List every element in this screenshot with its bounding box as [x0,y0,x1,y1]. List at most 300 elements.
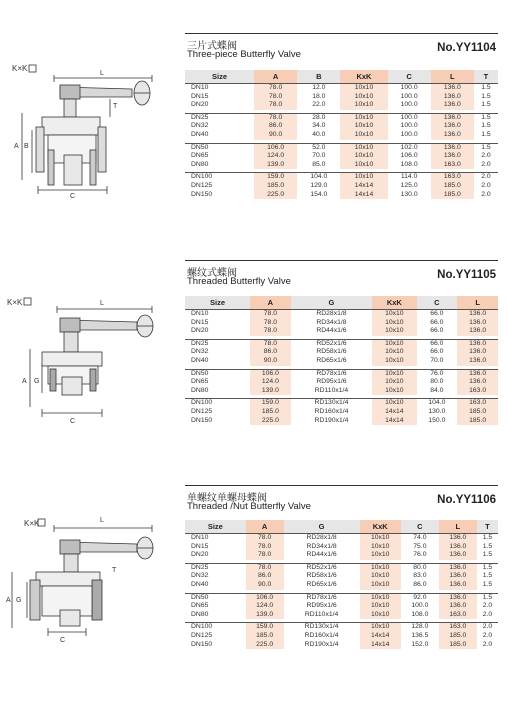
table-cell: 185.0 [457,417,498,426]
table-cell: 125.0 [400,181,418,189]
table-cell: 100.0 [400,122,418,130]
table-cell: DN50 [185,143,254,152]
table-cell: 2.0 [482,640,493,648]
model-number: No.YY1106 [437,494,496,506]
table-cell: DN32 [191,348,209,356]
table-cell: DN20 [191,327,209,335]
dim-label-a: A [22,378,27,385]
table-cell: 86.0 [413,580,427,588]
table-cell: DN80 [191,386,209,394]
dim-label-a: A [14,143,19,150]
table-cell: 10x10 [360,534,401,543]
table-row [185,122,498,131]
table-cell: DN10 [185,310,250,319]
table-cell: RD28x1/8 [291,310,372,319]
table-cell: DN32 [191,122,209,130]
table-cell: 90.0 [254,131,297,140]
table-cell: RD65x1/6 [306,580,337,588]
table-cell: DN150 [191,190,213,198]
table-cell: DN65 [191,602,209,610]
table-cell: RD160x1/4 [314,407,349,415]
table-cell: 139.0 [246,611,284,620]
table-cell: 74.0 [401,534,439,543]
table-cell: 163.0 [439,623,477,632]
table-cell: 83.0 [413,572,427,580]
table-cell: 185.0 [246,632,284,641]
three-piece-valve-drawing [2,55,182,265]
table-row [185,387,498,396]
dim-label-c: C [60,637,66,644]
table-cell: 136.0 [457,310,498,319]
table-cell: 10x10 [360,563,401,572]
table-row [185,152,498,161]
table-cell: 1.5 [481,122,491,130]
table-row [185,543,498,552]
table-cell: DN40 [191,356,209,364]
table-cell: 136.0 [439,551,477,560]
table-cell: DN20 [191,551,209,559]
table-cell: 34.0 [312,122,326,130]
table-cell: 136.0 [431,152,474,161]
table-cell: 150.0 [428,416,446,424]
table-row [185,131,498,140]
table-cell: 10x10 [340,93,387,102]
table-cell: 1.5 [481,92,491,100]
dim-label-c: C [70,193,76,200]
table-cell: 100.0 [400,130,418,138]
table-cell: 22.0 [312,101,326,109]
table-cell: 114.0 [388,173,431,182]
threaded-valve-drawing [2,285,182,485]
table-row [185,327,498,336]
table-cell: RD78x1/6 [284,593,360,602]
title-chinese: 三片式蝶阀 [187,41,237,52]
kxk-label: K×K [24,519,40,528]
table-cell: 102.0 [388,143,431,152]
table-cell: 163.0 [431,173,474,182]
table-cell: 10x10 [360,602,401,611]
table-cell: 10x10 [360,611,401,620]
table-cell: 1.5 [482,580,493,588]
column-header: L [457,296,498,310]
table-cell: 10x10 [372,327,416,336]
table-cell: 12.0 [297,84,340,93]
table-cell: 106.0 [246,593,284,602]
table-cell: 163.0 [457,399,498,408]
table-cell: 1.5 [474,113,498,122]
table-cell: 136.0 [431,84,474,93]
table-cell: 185.0 [431,191,474,200]
table-cell: 1.5 [477,563,498,572]
dim-label-c: C [70,418,76,425]
table-cell: 10x10 [360,572,401,581]
table-cell: DN80 [191,610,209,618]
table-cell: 136.0 [439,602,477,611]
table-cell: RD58x1/6 [316,348,347,356]
table-cell: RD78x1/6 [291,369,372,378]
column-header: KxK [372,296,416,310]
table-cell: 10x10 [340,131,387,140]
dim-label-g: G [34,378,40,385]
table-cell: 14x14 [360,632,401,641]
table-cell: RD95x1/6 [306,602,337,610]
table-cell: 136.0 [439,563,477,572]
table-cell: 66.0 [417,310,458,319]
table-cell: RD110x1/4 [304,610,339,618]
table-cell: 66.0 [430,348,444,356]
table-cell: 130.0 [400,190,418,198]
dim-label-t: T [113,103,118,110]
table-cell: DN125 [191,631,213,639]
dim-label-b: B [24,143,29,150]
table-cell: RD110x1/4 [314,386,349,394]
table-cell: 10x10 [340,101,387,110]
column-header: A [254,70,297,84]
table-cell: 10x10 [372,357,416,366]
table-header-row [185,70,498,84]
table-cell: 2.0 [474,173,498,182]
title-chinese: 单螺纹单螺母蝶阀 [187,493,267,504]
table-cell: RD34x1/8 [306,542,337,550]
table-cell: 86.0 [250,348,291,357]
table-cell: 10x10 [340,152,387,161]
table-row [185,113,498,122]
table-cell: 163.0 [439,611,477,620]
table-cell: 78.0 [254,101,297,110]
table-cell: RD190x1/4 [314,416,349,424]
table-row [185,191,498,200]
table-cell: 2.0 [481,160,491,168]
table-cell: 128.0 [401,623,439,632]
table-cell: 104.0 [297,173,340,182]
table-cell: 1.5 [482,542,493,550]
table-cell: 14x14 [372,417,416,426]
table-cell: 2.0 [482,610,493,618]
table-row [185,93,498,102]
column-header: L [439,520,477,534]
table-cell: RD130x1/4 [284,623,360,632]
table-cell: 136.0 [457,339,498,348]
column-header: G [291,296,372,310]
threaded-nut-valve-drawing [2,510,182,650]
table-cell: 78.0 [250,319,291,328]
table-cell: 66.0 [417,339,458,348]
table-cell: 2.0 [482,602,493,610]
table-cell: 136.0 [439,543,477,552]
table-cell: DN65 [191,152,209,160]
table-cell: 80.0 [430,378,444,386]
dim-label-t: T [112,567,117,574]
column-header: KxK [340,70,387,84]
table-cell: DN10 [185,84,254,93]
table-row [185,348,498,357]
column-header: Size [185,70,254,84]
table-cell: 136.0 [457,378,498,387]
table-cell: DN125 [191,407,213,415]
column-header: KxK [360,520,401,534]
table-cell: 185.0 [431,182,474,191]
section-title-block [185,485,498,519]
table-cell: 124.0 [254,152,297,161]
table-cell: RD44x1/6 [306,551,337,559]
table-cell: 139.0 [250,387,291,396]
table-cell: RD65x1/6 [316,356,347,364]
table-row [185,593,498,602]
table-cell: 1.5 [481,130,491,138]
column-header: T [474,70,498,84]
table-cell: 10x10 [372,387,416,396]
table-cell: DN100 [185,399,250,408]
table-cell: 1.5 [481,101,491,109]
table-cell: DN40 [191,130,209,138]
table-cell: 28.0 [297,113,340,122]
table-cell: 14x14 [360,641,401,650]
table-cell: 136.0 [431,113,474,122]
table-cell: DN15 [191,92,209,100]
section-title-block [185,260,498,294]
table-row [185,310,498,319]
table-cell: 108.0 [411,610,429,618]
table-row [185,319,498,328]
table-cell: RD52x1/6 [284,563,360,572]
table-cell: RD190x1/4 [304,640,339,648]
table-row [185,173,498,182]
table-cell: 10x10 [340,122,387,131]
table-row [185,602,498,611]
table-cell: 78.0 [246,534,284,543]
table-cell: 2.0 [481,190,491,198]
table-cell: 185.0 [250,408,291,417]
spec-table [185,70,498,199]
table-cell: 154.0 [310,190,328,198]
table-cell: 1.5 [474,84,498,93]
table-cell: 159.0 [250,399,291,408]
table-cell: 78.0 [254,113,297,122]
table-cell: 185.0 [254,182,297,191]
table-cell: RD44x1/6 [316,327,347,335]
table-cell: 66.0 [430,327,444,335]
table-cell: 90.0 [250,357,291,366]
table-cell: 84.0 [430,386,444,394]
table-cell: 10x10 [360,543,401,552]
table-row [185,534,498,543]
table-cell: 100.0 [400,92,418,100]
table-cell: 136.0 [431,122,474,131]
column-header: G [284,520,360,534]
table-cell: RD34x1/8 [316,318,347,326]
table-cell: 100.0 [388,84,431,93]
dim-label-a: A [6,597,11,604]
table-cell: 2.0 [481,181,491,189]
table-row [185,84,498,93]
table-row [185,182,498,191]
table-cell: 80.0 [401,563,439,572]
table-cell: 139.0 [254,161,297,170]
table-cell: 75.0 [413,542,427,550]
table-cell: 10x10 [372,310,416,319]
column-header: Size [185,520,246,534]
column-header: C [417,296,458,310]
table-cell: 130.0 [428,407,446,415]
table-cell: RD95x1/6 [316,378,347,386]
table-cell: 14x14 [340,182,387,191]
table-cell: 2.0 [482,631,493,639]
table-cell: 78.0 [250,339,291,348]
kxk-square-icon [29,65,36,72]
table-cell: 10x10 [340,173,387,182]
column-header: L [431,70,474,84]
table-cell: 10x10 [372,378,416,387]
spec-table [185,296,498,425]
dim-label-g: G [16,597,22,604]
table-cell: 225.0 [250,417,291,426]
table-cell: 85.0 [312,160,326,168]
table-cell: 1.5 [482,572,493,580]
table-cell: 10x10 [372,369,416,378]
table-cell: DN25 [185,113,254,122]
table-cell: 136.0 [431,143,474,152]
table-cell: RD28x1/8 [284,534,360,543]
table-cell: 136.0 [457,319,498,328]
table-cell: 66.0 [430,318,444,326]
title-english: Threaded /Nut Butterfly Valve [187,501,311,512]
table-row [185,572,498,581]
table-cell: RD160x1/4 [304,631,339,639]
table-cell: 1.5 [477,534,498,543]
table-cell: 124.0 [246,602,284,611]
table-cell: 10x10 [360,593,401,602]
table-cell: 78.0 [250,327,291,336]
column-header: T [477,520,498,534]
table-cell: 136.5 [411,631,429,639]
table-cell: DN100 [185,173,254,182]
table-cell: 14x14 [340,191,387,200]
table-row [185,581,498,590]
table-cell: DN150 [191,416,213,424]
column-header: C [401,520,439,534]
table-cell: 124.0 [250,378,291,387]
table-cell: 100.0 [411,602,429,610]
table-row [185,399,498,408]
table-row [185,551,498,560]
table-cell: DN50 [185,593,246,602]
table-cell: 2.0 [477,623,498,632]
table-cell: 185.0 [439,632,477,641]
column-header: C [388,70,431,84]
table-cell: DN150 [191,640,213,648]
table-cell: 92.0 [401,593,439,602]
table-cell: RD130x1/4 [291,399,372,408]
table-cell: 52.0 [297,143,340,152]
table-cell: 136.0 [457,348,498,357]
table-cell: 86.0 [246,572,284,581]
table-cell: 76.0 [417,369,458,378]
table-cell: DN40 [191,580,209,588]
table-cell: 10x10 [340,84,387,93]
table-cell: 10x10 [372,399,416,408]
table-cell: 136.0 [439,581,477,590]
table-cell: 136.0 [439,534,477,543]
table-row [185,378,498,387]
table-cell: 40.0 [312,130,326,138]
table-cell: 10x10 [360,581,401,590]
table-cell: 86.0 [254,122,297,131]
column-header: Size [185,296,250,310]
table-row [185,161,498,170]
section-title-block [185,33,498,67]
table-cell: 1.5 [474,143,498,152]
table-cell: DN125 [191,181,213,189]
table-cell: 152.0 [411,640,429,648]
table-cell: 78.0 [254,84,297,93]
table-cell: 10x10 [360,551,401,560]
table-cell: 225.0 [254,191,297,200]
table-cell: DN25 [185,339,250,348]
table-row [185,632,498,641]
table-cell: DN15 [191,542,209,550]
table-cell: 136.0 [431,93,474,102]
table-cell: 10x10 [340,161,387,170]
table-cell: 136.0 [431,101,474,110]
table-cell: 136.0 [439,572,477,581]
table-row [185,417,498,426]
table-cell: DN100 [185,623,246,632]
table-cell: 106.0 [250,369,291,378]
kxk-label: K×K [12,64,28,73]
table-cell: 2.0 [481,152,491,160]
title-english: Threaded Butterfly Valve [187,276,291,287]
table-cell: 159.0 [246,623,284,632]
table-cell: 136.0 [457,327,498,336]
kxk-square-icon [24,298,31,305]
dim-label-l: L [100,517,104,524]
table-cell: 106.0 [254,143,297,152]
title-chinese: 螺纹式蝶阀 [187,268,237,279]
table-cell: DN15 [191,318,209,326]
table-row [185,563,498,572]
table-cell: 76.0 [413,551,427,559]
table-cell: 136.0 [439,593,477,602]
table-cell: 70.0 [430,356,444,364]
column-header: A [250,296,291,310]
table-row [185,369,498,378]
table-cell: DN25 [185,563,246,572]
table-cell: 10x10 [340,143,387,152]
table-cell: 159.0 [254,173,297,182]
table-cell: DN20 [191,101,209,109]
table-row [185,611,498,620]
table-row [185,101,498,110]
table-cell: 18.0 [312,92,326,100]
table-cell: 78.0 [246,551,284,560]
table-cell: RD58x1/6 [306,572,337,580]
table-cell: 78.0 [246,543,284,552]
model-number: No.YY1105 [437,269,496,281]
table-row [185,339,498,348]
table-cell: 14x14 [372,408,416,417]
table-cell: 185.0 [439,641,477,650]
table-cell: 78.0 [246,563,284,572]
spec-table [185,520,498,649]
table-cell: 78.0 [250,310,291,319]
dim-label-l: L [100,300,104,307]
table-cell: 129.0 [310,181,328,189]
table-cell: 78.0 [254,93,297,102]
table-cell: DN80 [191,160,209,168]
table-cell: 163.0 [457,387,498,396]
table-cell: 10x10 [360,623,401,632]
table-header-row [185,296,498,310]
